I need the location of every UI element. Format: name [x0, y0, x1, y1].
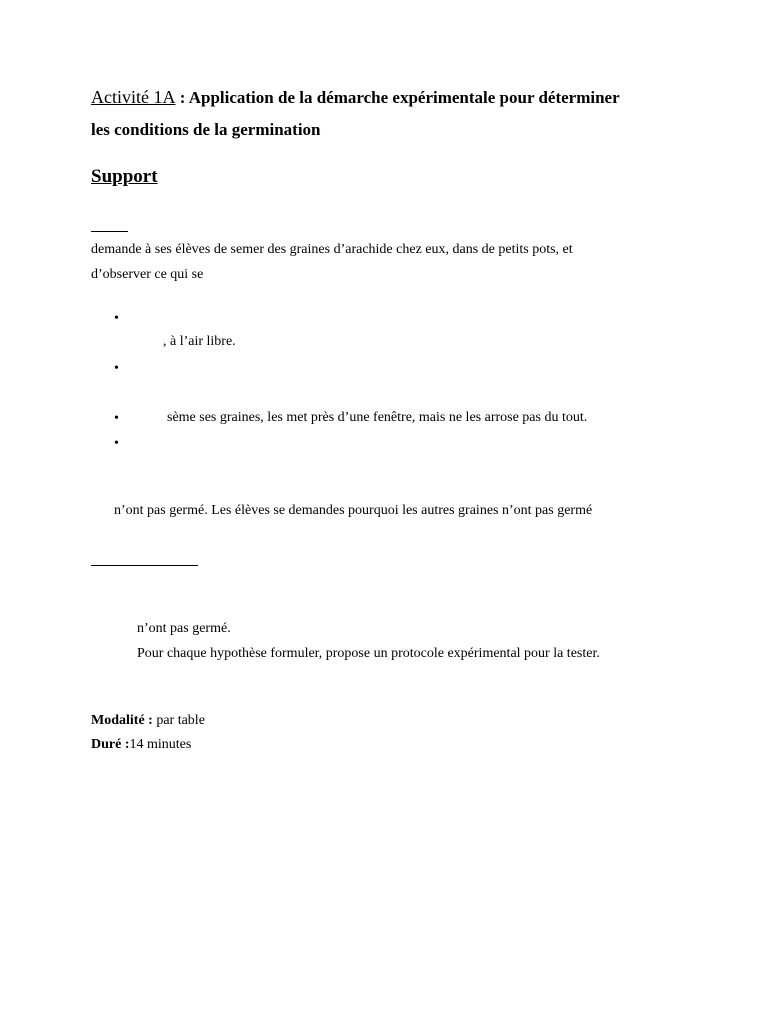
intro-line-1: demande à ses élèves de semer des graines d’arachide chez eux, dans de petits pots, et [91, 242, 573, 257]
intro-line-2: d’observer ce qui se [91, 267, 204, 282]
activity-number: Activité 1A [91, 87, 176, 107]
bullet-marker: • [114, 311, 119, 326]
modalite-line [91, 713, 205, 729]
bullet-item-1-continuation: , à l’air libre. [163, 334, 236, 349]
task-line-2: Pour chaque hypothèse formuler, propose un protocole expérimental pour la tester. [137, 646, 600, 661]
bullet-marker: • [114, 436, 119, 451]
activity-title-line-2: les conditions de la germination [91, 120, 321, 139]
duree-value: 14 minutes [129, 737, 192, 752]
duree-label: Duré : [91, 737, 130, 752]
observation-text: n’ont pas germé. Les élèves se demandes pourquoi les autres graines n’ont pas germé [114, 503, 593, 518]
support-heading: Support [91, 166, 158, 187]
modalite-value: par table [152, 713, 205, 728]
bullet-item-3: sème ses graines, les met près d’une fenêtre, mais ne les arrose pas du tout. [167, 410, 588, 425]
title-colon: : [175, 88, 189, 107]
long-divider [91, 565, 198, 566]
activity-title-line-1 [91, 87, 620, 108]
bullet-marker: • [114, 411, 119, 426]
bullet-marker: • [114, 361, 119, 376]
task-line-1: n’ont pas germé. [137, 621, 231, 636]
duree-line [91, 737, 191, 753]
modalite-label: Modalité : [91, 713, 153, 728]
title-text-1: Application de la démarche expérimentale pour déterminer [188, 88, 620, 107]
short-divider [91, 231, 128, 232]
